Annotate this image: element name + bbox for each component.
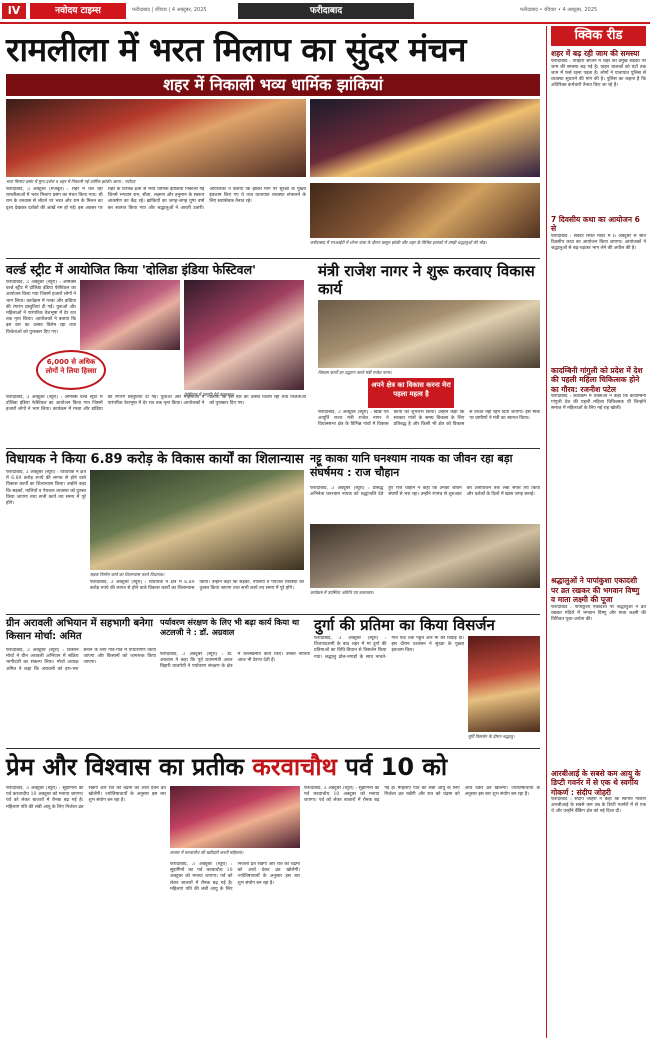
mla-photo — [90, 470, 304, 570]
chauhan-photo — [310, 524, 540, 588]
chauhan-photo-caption: कार्यक्रम में उपस्थित अतिथि एवं कलाकार। — [310, 590, 374, 595]
qr-4-body: फरीदाबाद : पापांकुशा एकादशी पर श्रद्धालुओं ने व्रत रखकर मंदिरों में भगवान विष्णु और माता लक्ष्मी की विधिवत पूजा-अर्चना की। — [551, 604, 646, 622]
qr-3-body: फरीदाबाद : कार्यक्रम में वक्ताओं ने कहा कि कादम्बिनी गांगुली देश की पहली महिला चिकित्सक थीं जिन्होंने समाज में महिलाओं के लिए नई राह खोली। — [551, 394, 646, 412]
header-date-left: फरीदाबाद | रविवार | 4 अक्टूबर, 2025 — [132, 7, 207, 13]
karwa-headline-c: पर्व 10 को — [336, 753, 448, 781]
mla-photo-caption: सड़क निर्माण कार्य का शिलान्यास करते विधायक। — [90, 572, 165, 577]
qr-2-body: फरीदाबाद : सेक्टर स्थित मंदिर में 6 अक्टूबर से सात दिवसीय कथा का आयोजन किया जाएगा। आयोजकों ने श्रद्धालुओं से बढ़-चढ़कर भाग लेने की अपील की है। — [551, 233, 646, 251]
fashion-headline: वर्ल्ड स्ट्रीट में आयोजित किया 'दोलिडा इंडिया फेस्टिवल' — [6, 262, 256, 277]
mla-headline: विधायक ने किया 6.89 करोड़ के विकास कार्यों का शिलान्यास — [6, 452, 304, 467]
minister-pull-box: अपने क्षेत्र का विकास करना मेरा पहला महत्व है — [368, 378, 454, 408]
fashion-photo — [80, 280, 180, 350]
karwa-body-3: फरीदाबाद, 3 अक्टूबर (ब्यूरो) : सुहागिनों का पर्व करवाचौथ 10 अक्टूबर को मनाया जाएगा। पर्व को लेकर बाजारों में रौनक बढ़ गई है। महिलाएं पति की लंबी आयु के लिए निर्जला व्रत रखेंगी और रात को चंद्रमा को अर्घ्य देकर व्रत खोलेंगी। ज्योतिषाचार्यों के अनुसार इस बार शुभ संयोग बन रहा है। — [304, 786, 540, 804]
durga-body: फरीदाबाद, 3 अक्टूबर (ब्यूरो) : विजयादशमी के बाद शहर में मां दुर्गा की प्रतिमाओं का विधि-विधान से विसर्जन किया गया। श्रद्धालु ढोल-नगाड़ों के साथ नाचते-गाते घाट तक पहुंचे और मां को विदाई दी। इस दौरान प्रशासन ने सुरक्षा के पुख्ता इंतजाम किए। — [314, 636, 464, 660]
fashion-photo-2 — [184, 280, 304, 390]
qr-4-headline: श्रद्धालुओं ने पापांकुशा एकादशी पर व्रत रखकर की भगवान विष्णु व माता लक्ष्मी की पूजा — [551, 576, 640, 604]
karwa-headline — [6, 752, 540, 782]
main-photo-right — [310, 99, 540, 177]
durga-photo — [468, 636, 540, 732]
minister-headline — [318, 262, 540, 298]
main-photo-left — [6, 99, 306, 177]
mla-body: फरीदाबाद, 3 अक्टूबर (ब्यूरो) : विधायक ने क्षेत्र में 6.89 करोड़ रुपये की लागत से होने वाले विकास कार्यों का शिलान्यास किया। उन्होंने कहा कि सड़कों, नालियों व पेयजल व्यवस्था को दुरुस्त किया जाएगा तथा सभी कार्य तय समय में पूरे होंगे। — [6, 470, 86, 507]
fashion-badge — [36, 350, 106, 390]
mla-body-cont: फरीदाबाद, 3 अक्टूबर (ब्यूरो) : विधायक ने क्षेत्र में 6.89 करोड़ रुपये की लागत से होने वाले विकास कार्यों का शिलान्यास किया। उन्होंने कहा कि सड़कों, नालियों व पेयजल व्यवस्था को दुरुस्त किया जाएगा तथा सभी कार्य तय समय में पूरे होंगे। — [90, 580, 304, 592]
header-bar — [0, 0, 650, 22]
qr-2-headline: 7 दिवसीय कथा का आयोजन 6 से — [551, 214, 640, 233]
side-photo-caption: फरीदाबाद में एनआईटी में शोभा यात्रा के दौरान प्रस्तुत झांकी और शहर के विभिन्न इलाकों में उमड़ी श्रद्धालुओं की भीड़। — [310, 240, 487, 245]
qr-1-headline: शहर में बढ़ रही जाम की समस्या — [551, 49, 640, 58]
masthead-logo: नवोदय टाइम्स — [30, 3, 126, 19]
main-headline: रामलीला में भरत मिलाप का सुंदर मंचन — [6, 30, 466, 69]
green-body: फरीदाबाद, 3 अक्टूबर (ब्यूरो) : किसान मोर्चा ने ग्रीन अरावली अभियान में सक्रिय भागीदारी का संकल्प लिया। मोर्चा अध्यक्ष अमित ने कहा कि अरावली को हरा-भरा बनाने के लिए गांव-गांव में पौधारोपण किया जाएगा और किसानों को जागरूक किया जाएगा। — [6, 648, 156, 672]
fashion-body-cont: फरीदाबाद, 3 अक्टूबर (ब्यूरो) : ओमेक्स वर्ल्ड स्ट्रीट में दोलिडा इंडिया फेस्टिवल का आयोजन किया गया जिसमें हजारों लोगों ने भाग लिया। कार्यक्रम में गरबा और डांडिया की रंगारंग प्रस्तुतियां दी गईं। युवाओं और महिलाओं ने पारंपरिक वेशभूषा में देर रात तक नृत्य किया। आयोजकों ने बताया कि इस बार का उत्सव विशेष रहा तथा विजेताओं को पुरस्कार दिए गए। — [6, 395, 306, 413]
karwa-headline-a: प्रेम और विश्वास का प्रतीक — [6, 753, 253, 781]
karwa-headline-b: करवाचौथ — [252, 753, 337, 781]
durga-headline: दुर्गा की प्रतिमा का किया विसर्जन — [314, 616, 495, 634]
header-rule — [0, 22, 650, 24]
qr-5-body: फरीदाबाद : संदीप जोहरी ने कहा कि स्वर्गीय गोकर्ण आरबीआई के सबसे कम उम्र के डिप्टी गवर्नरों में से एक थे और उन्होंने बैंकिंग क्षेत्र को नई दिशा दी। — [551, 797, 646, 815]
page-number: IV — [2, 3, 26, 19]
qr-3-headline: कादम्बिनी गांगुली को प्रदेश में देश की पहली महिला चिकित्सक होने का गौरव: रजनीश पटेल — [551, 365, 643, 394]
divider-2 — [6, 448, 540, 449]
karwa-body: फरीदाबाद, 3 अक्टूबर (ब्यूरो) : सुहागिनों का पर्व करवाचौथ 10 अक्टूबर को मनाया जाएगा। पर्व को लेकर बाजारों में रौनक बढ़ गई है। महिलाएं पति की लंबी आयु के लिए निर्जला व्रत रखेंगी और रात को चंद्रमा को अर्घ्य देकर व्रत खोलेंगी। ज्योतिषाचार्यों के अनुसार इस बार शुभ संयोग बन रहा है। — [6, 786, 166, 810]
qr-5-headline: आरबीआई के सबसे कम आयु के डिप्टी गवर्नर में से एक थे स्वर्गीय गोकर्ण : संदीप जोहरी — [551, 768, 641, 797]
karwa-body-2: फरीदाबाद, 3 अक्टूबर (ब्यूरो) : सुहागिनों का पर्व करवाचौथ 10 अक्टूबर को मनाया जाएगा। पर्व को लेकर बाजारों में रौनक बढ़ गई है। महिलाएं पति की लंबी आयु के लिए निर्जला व्रत रखेंगी और रात को चंद्रमा को अर्घ्य देकर व्रत खोलेंगी। ज्योतिषाचार्यों के अनुसार इस बार शुभ संयोग बन रहा है। — [170, 862, 300, 892]
quick-read-column — [546, 26, 646, 1038]
minister-headline-text: मंत्री राजेश नागर ने शुरू करवाए विकास कार्य — [318, 262, 535, 298]
divider-1 — [6, 258, 540, 259]
divider-4 — [6, 748, 540, 749]
chauhan-body: फरीदाबाद, 3 अक्टूबर (ब्यूरो) : प्रसिद्ध अभिनेता घनश्याम नायक को श्रद्धांजलि देते हुए राज चौहान ने कहा कि उनका जीवन संघर्षों से भरा रहा। उन्होंने रंगमंच से शुरुआत कर टेलीविजन तक लंबा सफर तय किया और दर्शकों के दिलों में खास जगह बनाई। — [310, 486, 540, 498]
main-photo-caption: भरत मिलाप प्रसंग में मुग्ध दर्शक व शहर में निकाली गई धार्मिक झांकी। छाया : नवोदय — [6, 179, 136, 184]
green-headline: ग्रीन अरावली अभियान में सहभागी बनेगा किसान मोर्चा: अमित — [6, 618, 154, 642]
env-body: फरीदाबाद, 3 अक्टूबर (ब्यूरो) : डॉ. अग्रवाल ने कहा कि पूर्व प्रधानमंत्री अटल बिहारी वाजपेयी ने पर्यावरण संरक्षण के क्षेत्र में उल्लेखनीय कार्य किए। उनकी नीतियां आज भी प्रेरणा देती हैं। — [160, 652, 310, 670]
karwa-photo — [170, 786, 300, 848]
durga-photo-caption: मूर्ति विसर्जन के दौरान श्रद्धालु। — [468, 734, 515, 739]
header-date-right: फरीदाबाद • रविवार • 4 अक्टूबर, 2025 — [520, 7, 598, 13]
minister-photo — [318, 300, 540, 368]
main-body: फरीदाबाद, 3 अक्टूबर (मजबूत) : शहर में चल रही रामलीलाओं में भरत मिलाप प्रसंग का मंचन किया गया। श्री राम के वनवास से लौटने पर भरत और राम के मिलन का दृश्य देखकर दर्शकों की आंखें नम हो गईं। इस अवसर पर शहर के विभिन्न क्षेत्रों से भव्य धार्मिक झांकियां निकाली गईं जिनमें भगवान राम, सीता, लक्ष्मण और हनुमान के स्वरूप आकर्षण का केंद्र रहे। झांकियों का जगह-जगह पुष्प वर्षा कर स्वागत किया गया और श्रद्धालुओं ने आरती उतारी। आयोजकों ने बताया कि झांकी मार्ग पर सुरक्षा के पुख्ता इंतजाम किए गए थे तथा यातायात व्यवस्था संभालने के लिए स्वयंसेवक तैनात रहे। — [6, 187, 306, 211]
fashion-body: फरीदाबाद, 3 अक्टूबर (ब्यूरो) : ओमेक्स वर्ल्ड स्ट्रीट में दोलिडा इंडिया फेस्टिवल का आयोजन किया गया जिसमें हजारों लोगों ने भाग लिया। कार्यक्रम में गरबा और डांडिया की रंगारंग प्रस्तुतियां दी गईं। युवाओं और महिलाओं ने पारंपरिक वेशभूषा में देर रात तक नृत्य किया। आयोजकों ने बताया कि इस बार का उत्सव विशेष रहा तथा विजेताओं को पुरस्कार दिए गए। — [6, 280, 76, 335]
city-banner: फरीदाबाद — [238, 3, 414, 19]
fashion-badge-text: 6,000 से अधिक लोगों ने लिया हिस्सा — [45, 358, 97, 375]
karwa-photo-caption: बाजार में करवाचौथ की खरीदारी करती महिलाएं। — [170, 850, 244, 855]
minister-body: फरीदाबाद, 3 अक्टूबर (ब्यूरो) : खाद्य एवं आपूर्ति राज्य मंत्री राजेश नागर ने विधानसभा क्षेत्र के विभिन्न गांवों में विकास कार्यों का शुभारंभ किया। उन्होंने कहा कि सरकार गांवों के समग्र विकास के लिए प्रतिबद्ध है और किसी भी क्षेत्र को विकास से वंचित नहीं रहने दिया जाएगा। इस मौके पर ग्रामीणों ने मंत्री का स्वागत किया। — [318, 410, 540, 428]
qr-1-body: फरीदाबाद : त्योहारी सीजन में शहर की प्रमुख सड़कों पर जाम की समस्या बढ़ गई है। वाहन चालकों को घंटों तक जाम में फंसे रहना पड़ता है। लोगों ने यातायात पुलिस से व्यवस्था सुधारने की मांग की है। पुलिस का कहना है कि अतिरिक्त कर्मचारी तैनात किए जा रहे हैं। — [551, 58, 646, 89]
quick-read-title: क्विक रीड — [551, 26, 646, 46]
chauhan-headline: नट्टू काका यानि घनश्याम नायक का जीवन रहा बड़ा संघर्षमय : राज चौहान — [310, 452, 513, 479]
minister-photo-caption: विकास कार्यों का उद्घाटन करते मंत्री राजेश नागर। — [318, 370, 392, 375]
main-subhead: शहर में निकाली भव्य धार्मिक झांकियां — [6, 74, 540, 96]
env-headline: पर्यावरण संरक्षण के लिए भी बढ़ा कार्य किया था अटलजी ने : डॉ. अग्रवाल — [160, 618, 300, 637]
main-photo-bottom — [310, 183, 540, 238]
fashion-photo-caption: फेस्टिवल में प्रस्तुति देते कलाकार। — [184, 392, 235, 397]
divider-3 — [6, 614, 540, 615]
